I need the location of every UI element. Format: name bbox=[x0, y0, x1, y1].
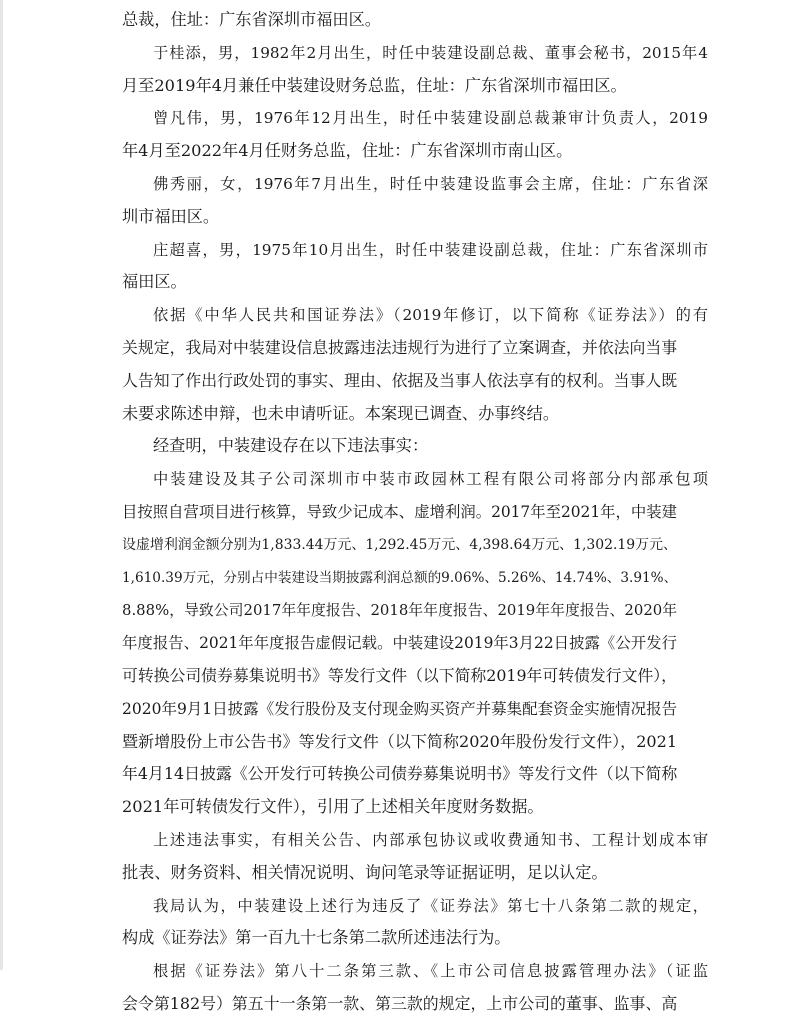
text-line: 设虚增利润金额分别为1,833.44万元、1,292.45万元、4,398.64万元、1,302.19万元、 bbox=[122, 536, 677, 553]
text-line: 可转换公司债券募集说明书》等发行文件（以下简称2019年可转债发行文件）， bbox=[122, 665, 677, 685]
text-line: 福田区。 bbox=[122, 272, 187, 292]
text-line: 构成《证券法》第一百九十七条第二款所述违法行为。 bbox=[122, 928, 511, 948]
text-line: 会令第182号）第五十一条第一款、第三款的规定，上市公司的董事、监事、高 bbox=[122, 993, 678, 1013]
text-line: 8.88%，导致公司2017年年度报告、2018年年度报告、2019年年度报告、2020年 bbox=[122, 601, 678, 620]
text-line: 经查明，中装建设存在以下违法事实： bbox=[153, 436, 429, 456]
text-line: 年4月至2022年4月任财务总监，住址：广东省深圳市南山区。 bbox=[122, 141, 573, 161]
text-line: 圳市福田区。 bbox=[122, 206, 220, 226]
text-line: 上述违法事实，有相关公告、内部承包协议或收费通知书、工程计划成本审 bbox=[153, 830, 708, 849]
text-line: 我局认为，中装建设上述行为违反了《证券法》第七十八条第二款的规定， bbox=[153, 896, 708, 915]
text-line: 佛秀丽，女，1976年7月出生，时任中装建设监事会主席，住址：广东省深 bbox=[153, 174, 708, 193]
page-left-border bbox=[0, 0, 3, 970]
text-line: 人告知了作出行政处罚的事实、理由、依据及当事人依法享有的权利。当事人既 bbox=[122, 370, 678, 390]
text-line: 未要求陈述申辩，也未申请听证。本案现已调查、办事终结。 bbox=[122, 403, 560, 423]
text-line: 批表、财务资料、相关情况说明、询问笔录等证据证明，足以认定。 bbox=[122, 862, 608, 882]
text-line: 暨新增股份上市公告书》等发行文件（以下简称2020年股份发行文件），2021 bbox=[122, 731, 678, 751]
text-line: 于桂添，男，1982年2月出生，时任中装建设副总裁、董事会秘书，2015年4 bbox=[153, 43, 708, 62]
text-line: 年度报告、2021年年度报告虚假记载。中装建设2019年3月22日披露《公开发行 bbox=[122, 634, 677, 653]
text-line: 2020年9月1日披露《发行股份及支付现金购买资产并募集配套资金实施情况报告 bbox=[122, 699, 678, 718]
text-line: 曾凡伟，男，1976年12月出生，时任中装建设副总裁兼审计负责人，2019 bbox=[153, 109, 708, 128]
text-line: 庄超喜，男，1975年10月出生，时任中装建设副总裁，住址：广东省深圳市 bbox=[153, 240, 708, 259]
text-line: 根据《证券法》第八十二条第三款、《上市公司信息披露管理办法》（证监 bbox=[153, 962, 708, 981]
text-line: 1,610.39万元，分别占中装建设当期披露利润总额的9.06%、5.26%、14.74%、3.91%、 bbox=[122, 569, 678, 586]
text-line: 目按照自营项目进行核算，导致少记成本、虚增利润。2017年至2021年，中装建 bbox=[122, 502, 677, 521]
text-line: 年4月14日披露《公开发行可转换公司债券募集说明书》等发行文件（以下简称 bbox=[122, 764, 678, 784]
text-line: 总裁，住址：广东省深圳市福田区。 bbox=[122, 10, 381, 29]
document-page bbox=[122, 4, 708, 1021]
text-line: 中装建设及其子公司深圳市中装市政园林工程有限公司将部分内部承包项 bbox=[153, 470, 708, 489]
text-line: 2021年可转债发行文件），引用了上述相关年度财务数据。 bbox=[122, 797, 544, 817]
text-line: 依据《中华人民共和国证券法》（2019年修订，以下简称《证券法》）的有 bbox=[153, 306, 708, 325]
text-line: 关规定，我局对中装建设信息披露违法违规行为进行了立案调查，并依法向当事 bbox=[122, 337, 678, 357]
text-line: 月至2019年4月兼任中装建设财务总监，住址：广东省深圳市福田区。 bbox=[122, 75, 627, 95]
